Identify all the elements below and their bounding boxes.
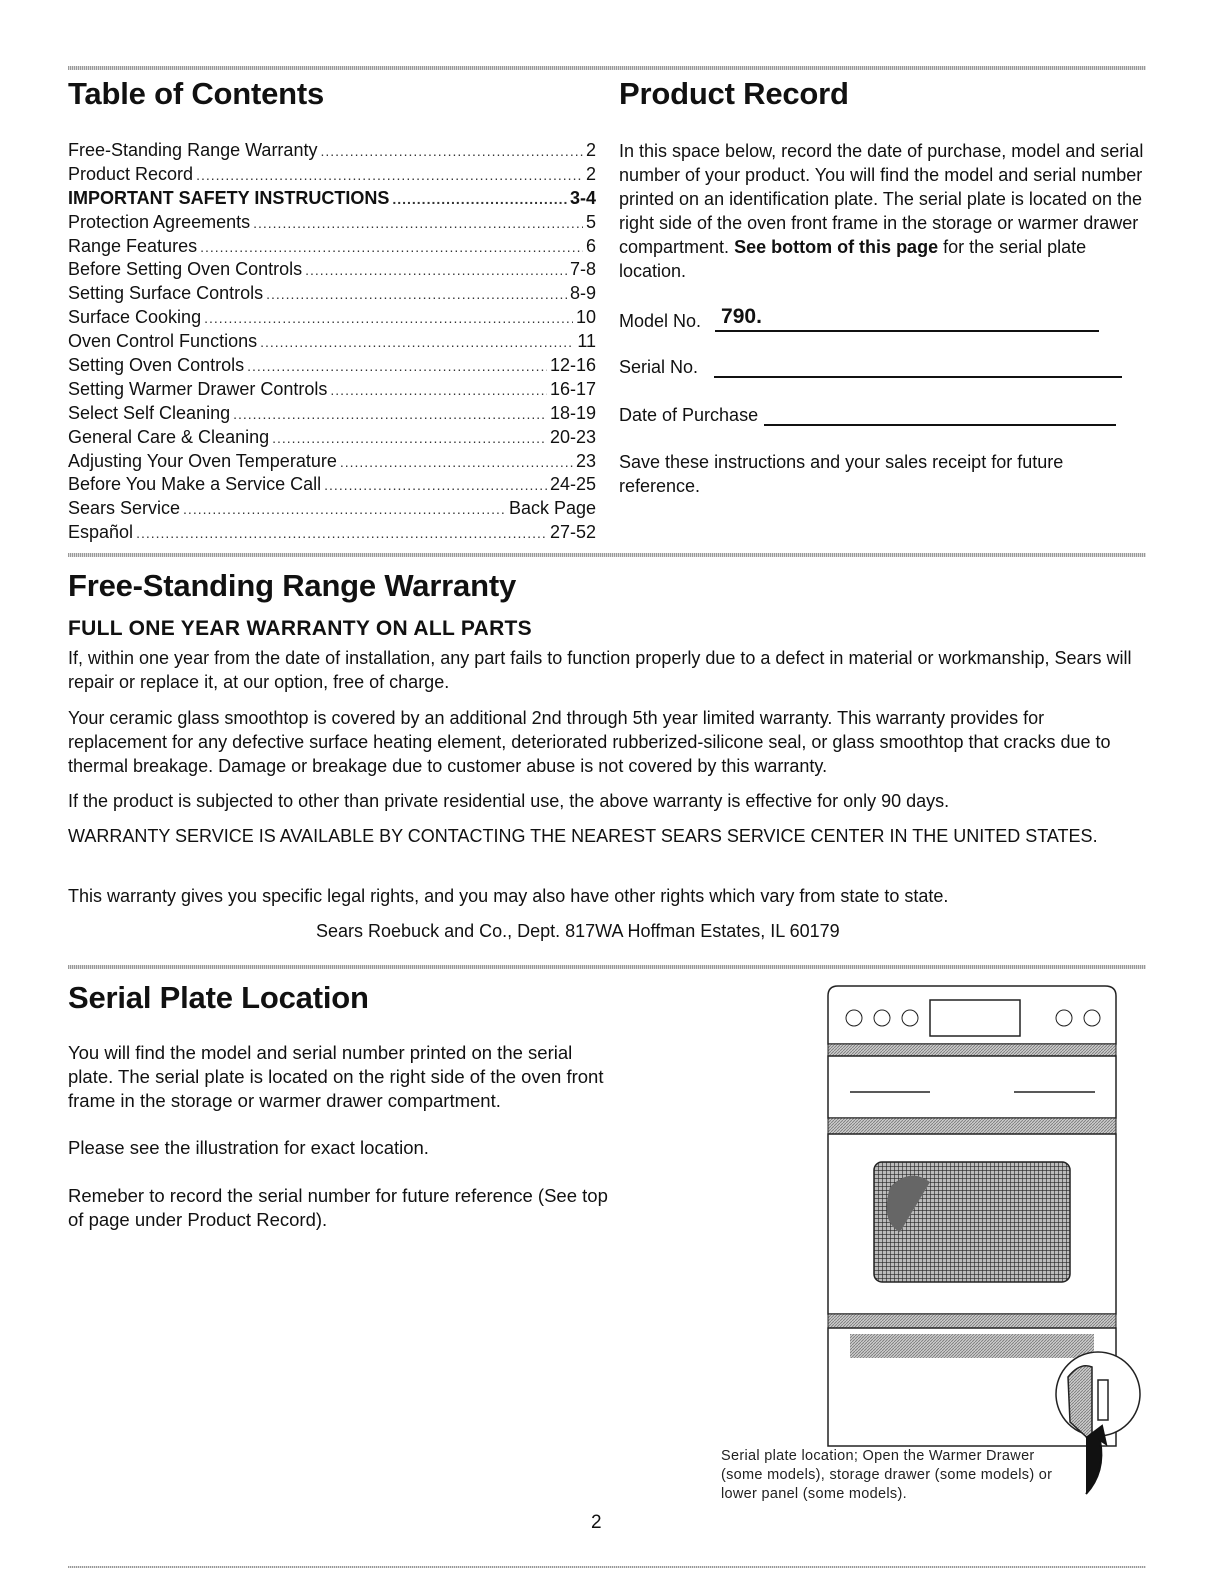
model-label: Model No. <box>619 311 702 331</box>
toc-entry-page: 18-19 <box>549 402 596 423</box>
toc-entry <box>68 164 596 188</box>
toc-leader-dots <box>392 191 567 207</box>
toc-entry-page: 12-16 <box>549 355 596 376</box>
serial-plate-para-3: Remeber to record the serial number for future reference (See top of page under Product Record). <box>68 1185 608 1230</box>
warranty-para-1: If, within one year from the date of installation, any part fails to function properly due to a defect in material or workmanship, Sears will repair or replace it, at our option, free of charge. <box>68 648 1132 692</box>
toc-entry <box>68 212 596 236</box>
model-value: 790. <box>721 305 762 328</box>
product-record-heading: Product Record <box>619 76 849 111</box>
toc-entry-page: 27-52 <box>549 522 596 543</box>
toc-entry <box>68 403 596 427</box>
warranty-subheading: FULL ONE YEAR WARRANTY ON ALL PARTS <box>68 617 532 640</box>
upper-panel <box>828 1056 1116 1118</box>
toc-entry-page: 6 <box>585 235 596 256</box>
serial-plate-heading: Serial Plate Location <box>68 980 369 1015</box>
toc-leader-dots <box>247 358 547 374</box>
date-line[interactable] <box>764 400 1116 426</box>
toc-entry-page: 23 <box>575 450 596 471</box>
toc-entry <box>68 331 596 355</box>
toc-heading: Table of Contents <box>68 76 325 111</box>
toc-entry-title: Español <box>68 522 134 543</box>
toc-entry-title: Protection Agreements <box>68 211 251 232</box>
toc-leader-dots <box>340 454 573 470</box>
toc-entry <box>68 283 596 307</box>
toc-leader-dots <box>260 334 574 350</box>
toc-leader-dots <box>204 310 573 326</box>
toc-leader-dots <box>253 215 583 231</box>
toc-entry-title: Range Features <box>68 235 198 256</box>
serial-plate-para-1: You will find the model and serial number printed on the serial plate. The serial plate is located on the right side of the oven front frame in the storage or warmer drawer compartment. <box>68 1042 604 1111</box>
toc-entry <box>68 427 596 451</box>
toc-leader-dots <box>233 406 547 422</box>
toc-entry-page: 11 <box>577 331 596 352</box>
toc-leader-dots <box>200 239 583 255</box>
toc-entry-title: Surface Cooking <box>68 307 202 328</box>
toc-entry-title: Oven Control Functions <box>68 331 258 352</box>
toc-entry-page: 2 <box>585 140 596 160</box>
sears-address: Sears Roebuck and Co., Dept. 817WA Hoffman Estates, IL 60179 <box>316 921 840 941</box>
toc-entry-title: Product Record <box>68 163 194 184</box>
toc-entry-title: IMPORTANT SAFETY INSTRUCTIONS <box>68 187 390 208</box>
toc-entry-title: Setting Oven Controls <box>68 355 245 376</box>
model-field <box>619 306 1099 332</box>
product-record-intro: In this space below, record the date of purchase, model and serial number of your product. You will find the model and serial number printed on an identification plate. The serial plate is located on the right side of the oven front frame in the storage or warmer drawer compartment. See bottom of this page for the serial plate location. <box>619 141 1144 281</box>
toc-entry-page: Back Page <box>508 498 596 519</box>
toc-entry-title: Adjusting Your Oven Temperature <box>68 450 337 471</box>
range-body <box>828 986 1140 1494</box>
toc-entry-title: Before Setting Oven Controls <box>68 259 303 280</box>
toc-entry-title: Before You Make a Service Call <box>68 474 322 495</box>
toc-leader-dots <box>324 477 547 493</box>
toc-leader-dots <box>272 430 547 446</box>
warranty-heading: Free-Standing Range Warranty <box>68 568 516 603</box>
serial-label: Serial No. <box>619 357 699 377</box>
page-number: 2 <box>591 1512 602 1533</box>
top-divider <box>68 66 1146 70</box>
toc-entry-page: 7-8 <box>569 259 596 280</box>
bottom-divider <box>68 1566 1146 1568</box>
toc-entry-page: 16-17 <box>549 378 596 399</box>
toc-entry <box>68 451 596 475</box>
toc-list <box>68 140 596 546</box>
warranty-para-3: If the product is subjected to other than private residential use, the above warranty is effective for only 90 days. <box>68 791 950 811</box>
toc-entry <box>68 379 596 403</box>
serial-line[interactable] <box>714 352 1122 378</box>
save-note: Save these instructions and your sales receipt for future reference. <box>619 452 1064 496</box>
toc-entry <box>68 498 596 522</box>
toc-entry <box>68 236 596 260</box>
knob-icons <box>846 1010 1100 1026</box>
toc-entry-page: 24-25 <box>549 474 596 495</box>
arrow-icon <box>1086 1426 1106 1494</box>
toc-entry-title: Select Self Cleaning <box>68 402 231 423</box>
toc-entry <box>68 140 596 164</box>
toc-entry-page: 5 <box>585 211 596 232</box>
toc-leader-dots <box>330 382 547 398</box>
toc-leader-dots <box>183 501 506 517</box>
lower-divider <box>68 965 1146 969</box>
range-illustration <box>810 982 1150 1502</box>
toc-leader-dots <box>196 167 583 183</box>
toc-leader-dots <box>136 525 547 541</box>
toc-entry-page: 8-9 <box>569 283 596 304</box>
toc-entry <box>68 188 596 212</box>
toc-entry-page: 2 <box>585 163 596 184</box>
toc-entry-title: Setting Surface Controls <box>68 283 264 304</box>
toc-entry-title: Free-Standing Range Warranty <box>68 140 318 160</box>
warranty-para-2: Your ceramic glass smoothtop is covered by an additional 2nd through 5th year limited warranty. This warranty provides for replacement for any defective surface heating element, deteriorated rubberized-silicone seal, or glass smoothtop that cracks due to thermal breakage. Damage or breakage due to customer abuse is not covered by this warranty. <box>68 708 1111 776</box>
toc-entry-page: 20-23 <box>549 426 596 447</box>
date-field <box>619 400 1116 426</box>
toc-leader-dots <box>305 262 567 278</box>
serial-field <box>619 352 1122 378</box>
toc-entry <box>68 474 596 498</box>
toc-entry <box>68 355 596 379</box>
toc-entry-title: General Care & Cleaning <box>68 426 270 447</box>
toc-entry-title: Sears Service <box>68 498 181 519</box>
toc-entry-title: Setting Warmer Drawer Controls <box>68 378 328 399</box>
toc-entry-page: 3-4 <box>569 187 596 208</box>
see-bottom-link-text: See bottom of this page <box>734 237 939 257</box>
warranty-para-5: This warranty gives you specific legal rights, and you may also have other rights which vary from state to state. <box>68 886 949 906</box>
mid-divider <box>68 553 1146 557</box>
model-line[interactable] <box>715 306 1099 332</box>
date-label: Date of Purchase <box>619 405 759 425</box>
serial-plate-para-2: Please see the illustration for exact location. <box>68 1137 429 1158</box>
toc-entry <box>68 307 596 331</box>
toc-entry <box>68 522 596 546</box>
toc-leader-dots <box>266 286 567 302</box>
toc-entry-page: 10 <box>575 307 596 328</box>
serial-plate-caption: Serial plate location; Open the Warmer Drawer (some models), storage drawer (some models) or lower panel (some models). <box>721 1448 1053 1502</box>
toc-entry <box>68 259 596 283</box>
toc-leader-dots <box>320 143 583 159</box>
warranty-para-4: WARRANTY SERVICE IS AVAILABLE BY CONTACTING THE NEAREST SEARS SERVICE CENTER IN THE UNITED STATES. <box>68 826 1098 846</box>
display-panel <box>930 1000 1020 1036</box>
